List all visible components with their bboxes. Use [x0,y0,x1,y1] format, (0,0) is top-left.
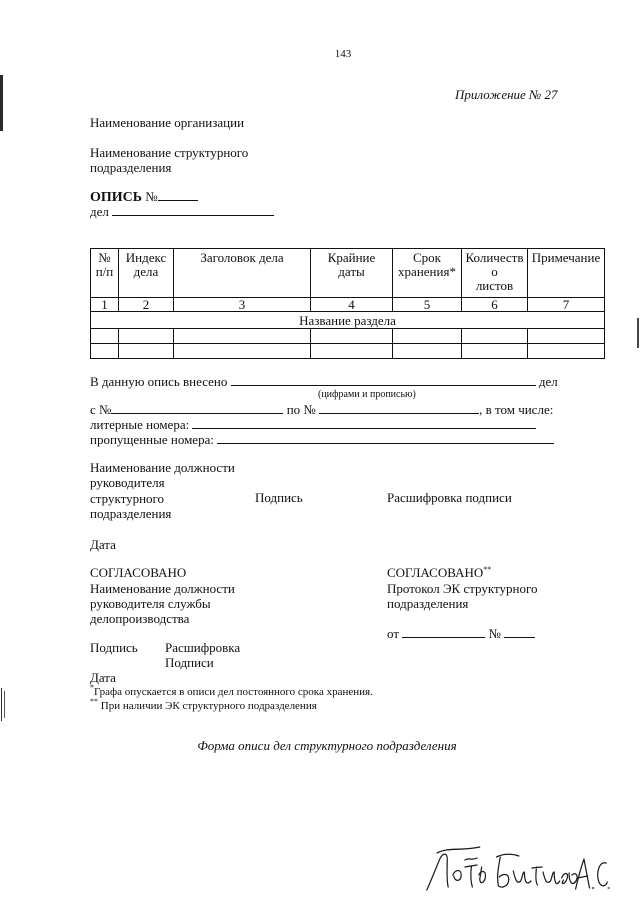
head-position-line: структурного [90,490,165,506]
table-cell [91,344,119,359]
inventory-number-sign: № [145,189,158,204]
skipped-numbers-row [90,432,554,447]
signature-stroke [427,854,448,890]
footnote-text: Графа опускается в описи дел постоянного срока хранения. [94,686,373,698]
column-number-row [91,298,605,312]
table-cell [528,329,605,344]
table-cell [174,344,311,359]
inventory-cases-label: дел [90,204,109,219]
page-number: 143 [334,48,352,60]
head-date-label: Дата [90,537,116,552]
column-header-index: Индекс дела [119,249,174,298]
approval-right-title [387,565,491,580]
footnote-mark: ** [90,697,98,706]
head-position-line: Наименование должности [90,460,235,475]
scan-edge-mark [637,318,639,348]
column-header-dates: Крайние даты [311,249,393,298]
approval-left-title: СОГЛАСОВАНО [90,565,187,580]
table-cell [528,344,605,359]
form-caption: Форма описи дел структурного подразделения [197,738,457,753]
column-number: 7 [528,298,605,312]
approval-right-protocol-line: подразделения [387,596,469,611]
scan-edge-mark [1,688,2,721]
footnote [90,697,317,713]
column-number: 3 [174,298,311,312]
entered-count-row [90,374,558,389]
signature-stroke [576,859,594,889]
approval-left-date-label: Дата [90,670,116,685]
footnote [90,683,373,699]
unit-name-label-line: Наименование структурного [90,145,249,160]
entered-count-blank [231,374,536,386]
approval-right-footnote-mark: ** [483,565,492,574]
column-number: 5 [393,298,462,312]
approval-left-position-line: руководителя службы [90,596,211,611]
approval-right-title-text: СОГЛАСОВАНО [387,565,484,580]
approval-right-number-blank [504,626,535,638]
column-number: 4 [311,298,393,312]
signature-stroke [497,854,519,887]
head-position-label [90,460,235,521]
unit-name-label [90,145,248,175]
entered-count-hint: (цифрами и прописью) [318,389,416,400]
section-title: Название раздела [91,312,605,329]
approval-left-decoding-line: Расшифровка [165,640,241,655]
approval-left-decoding-label [165,640,240,670]
scan-edge-mark [0,75,3,131]
inventory-cases-blank [112,204,274,216]
approval-left-signature-label: Подпись [90,640,138,655]
column-header-note: Примечание [528,249,605,298]
head-position-line: подразделения [90,505,172,521]
column-header-number: № п/п [91,249,119,298]
number-range-row [90,402,553,417]
table-cell [393,329,462,344]
head-signature-label: Подпись [255,490,303,505]
approval-right-date-prefix: от [387,626,400,641]
handwritten-signature [424,844,610,894]
inventory-number-blank [158,189,198,201]
approval-right-protocol-line: Протокол ЭК структурного [387,581,538,596]
approval-right-number-sign: № [488,626,501,641]
range-from-label: с № [90,402,112,417]
letter-numbers-label: литерные номера: [90,417,190,432]
table-cell [119,329,174,344]
table-cell [311,329,393,344]
signature-stroke [437,847,480,853]
head-signature-decoding-label: Расшифровка подписи [387,490,512,505]
table-cell [311,344,393,359]
approval-right-date-row [387,626,535,641]
approval-left-position-line: делопроизводства [90,611,190,626]
including-label: , в том числе: [479,402,554,417]
signature-stroke [465,858,477,860]
letter-numbers-row [90,417,536,432]
entered-count-suffix: дел [538,374,558,389]
skipped-numbers-label: пропущенные номера: [90,432,214,447]
column-number: 2 [119,298,174,312]
table-cell [119,344,174,359]
scan-edge-mark [4,691,5,718]
table-row [91,329,605,344]
head-position-line: руководителя [90,475,165,491]
section-row [91,312,605,329]
range-to-blank [319,402,479,414]
organization-name-label: Наименование организации [90,115,245,130]
table-header-row [91,249,605,298]
column-header-title: Заголовок дела [174,249,311,298]
unit-name-label-line: подразделения [90,160,172,175]
table-cell [462,344,528,359]
table-cell [462,329,528,344]
approval-right-protocol-label [387,581,538,611]
inventory-title-row [90,189,198,205]
skipped-numbers-blank [217,432,554,444]
signature-stroke [453,865,486,887]
table-cell [174,329,311,344]
signature-stroke [598,863,609,888]
table-cell [91,329,119,344]
signature-stroke [513,867,577,885]
approval-left-decoding-line: Подписи [165,655,214,670]
letter-numbers-blank [192,417,536,429]
approval-left-position-label [90,581,235,626]
range-to-label: по № [286,402,316,417]
inventory-cases-row [90,204,274,219]
appendix-label: Приложение № 27 [455,87,558,102]
approval-left-position-line: Наименование должности [90,581,235,596]
footnote-mark: * [90,683,94,692]
column-header-sheet-count: Количеств о листов [462,249,528,298]
column-number: 6 [462,298,528,312]
column-number: 1 [91,298,119,312]
range-from-blank [111,402,283,414]
approval-right-date-blank [402,626,485,638]
column-header-retention: Срок хранения* [393,249,462,298]
table-row [91,344,605,359]
inventory-table [90,248,605,359]
inventory-title: ОПИСЬ [90,190,143,205]
entered-count-label: В данную опись внесено [90,374,228,389]
table-cell [393,344,462,359]
footnote-text: При наличии ЭК структурного подразделения [100,700,317,712]
